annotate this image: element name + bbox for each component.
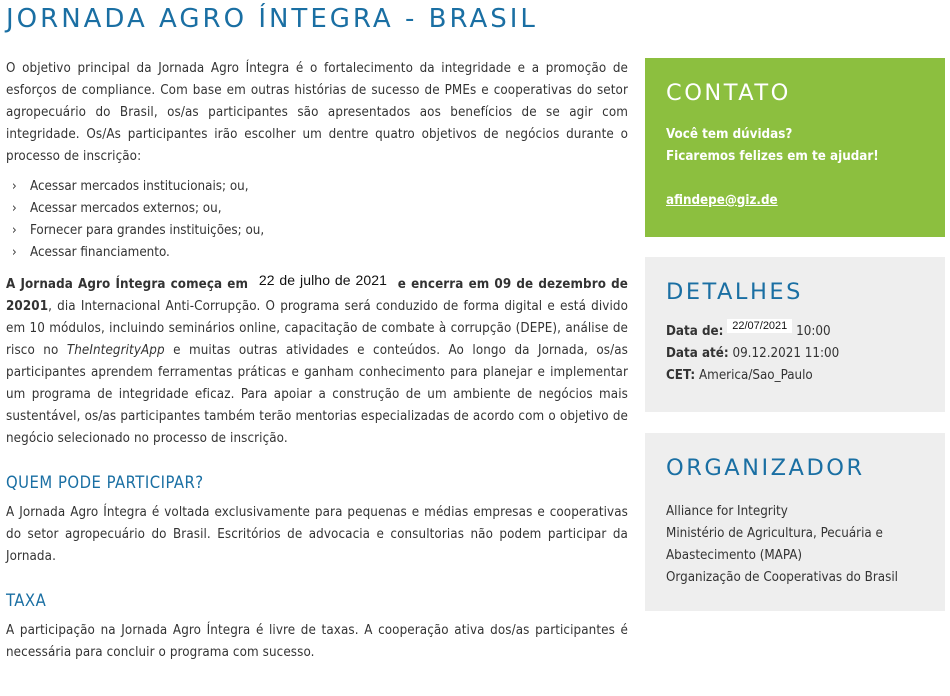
chevron-right-icon: ›	[12, 245, 17, 260]
details-panel	[645, 257, 945, 412]
chevron-right-icon: ›	[12, 179, 17, 194]
end-value: 09.12.2021 11:00	[732, 346, 840, 361]
page-title: JORNADA AGRO ÍNTEGRA - BRASIL	[6, 4, 538, 34]
schedule-text-1: , dia Internacional Anti-Corrupção. O programa será conduzido de forma digital e está divido em 10 módulos, incluindo seminários online, capacitação de combate à corrupção (DEPE), análise de risco no	[6, 299, 628, 358]
contact-question	[666, 124, 924, 168]
objective-text: Acessar financiamento.	[30, 245, 170, 260]
main-content	[6, 58, 628, 664]
contact-email-link[interactable]: afindepe@giz.de	[666, 193, 778, 208]
schedule-text-2: e muitas outras atividades e conteúdos. Ao longo da Jornada, os/as participantes aprendem ferramentas práticas e ganham conhecimento para planejar e implementar um programa de integridade eficaz. Para apoiar a construção de um ambiente de negócios mais sustentável, os/as participantes também terão mentorias especializadas de acordo com o objetivo de negócio selecionado no processo de inscrição.	[6, 343, 628, 446]
who-text: A Jornada Agro Íntegra é voltada exclusivamente para pequenas e médias empresas e cooperativas do setor agropecuário do Brasil. Escritórios de advocacia e consultorias não podem participar da Jornada.	[6, 505, 628, 564]
chevron-right-icon: ›	[12, 223, 17, 238]
contact-heading: CONTATO	[666, 80, 791, 106]
start-date-value: 22/07/2021	[727, 319, 792, 333]
who-heading: QUEM PODE PARTICIPAR?	[6, 473, 204, 492]
timezone-value: America/Sao_Paulo	[698, 368, 813, 383]
details-heading: DETALHES	[666, 279, 803, 305]
start-date-inline: 22 de julho de 2021	[253, 272, 393, 288]
objectives-list	[6, 176, 628, 264]
organizer-heading: ORGANIZADOR	[666, 455, 865, 481]
objective-text: Acessar mercados externos; ou,	[30, 201, 222, 216]
intro-paragraph: O objetivo principal da Jornada Agro Íntegra é o fortalecimento da integridade e a promoção de esforços de compliance. Com base em outras histórias de sucesso de PMEs e cooperativas do setor agropecuário do Brasil, os/as participantes são apresentados aos benefícios de se agir com integridade. Os/As participantes irão escolher um dentre quatro objetivos de negócios durante o processo de inscrição:	[6, 61, 628, 164]
list-item	[6, 220, 628, 242]
start-time-value: 10:00	[796, 324, 831, 339]
organizer-item: Organização de Cooperativas do Brasil	[666, 570, 899, 585]
list-item	[6, 198, 628, 220]
schedule-lead: A Jornada Agro Íntegra começa em	[6, 277, 249, 292]
details-start-row	[666, 321, 924, 343]
schedule-paragraph	[6, 272, 628, 450]
fee-text: A participação na Jornada Agro Íntegra é livre de taxas. A cooperação ativa dos/as participantes é necessária para concluir o programa com sucesso.	[6, 623, 628, 660]
contact-panel	[645, 58, 945, 237]
list-item	[6, 242, 628, 264]
timezone-label: CET:	[666, 368, 696, 383]
list-item	[6, 176, 628, 198]
details-end-row	[666, 343, 924, 365]
objective-text: Fornecer para grandes instituições; ou,	[30, 223, 265, 238]
objective-text: Acessar mercados institucionais; ou,	[30, 179, 249, 194]
contact-line-2: Ficaremos felizes em te ajudar!	[666, 149, 879, 164]
fee-heading: TAXA	[6, 591, 47, 610]
end-label: Data até:	[666, 346, 729, 361]
chevron-right-icon: ›	[12, 201, 17, 216]
organizer-item: Alliance for Integrity	[666, 504, 788, 519]
schedule-end: e encerra em 09 de dezembro de 20201	[6, 277, 629, 314]
organizer-item: Ministério de Agricultura, Pecuária e Abastecimento (MAPA)	[666, 526, 883, 563]
app-name: TheIntegrityApp	[66, 343, 165, 358]
start-label: Data de:	[666, 324, 724, 339]
organizer-panel	[645, 433, 945, 611]
contact-line-1: Você tem dúvidas?	[666, 127, 793, 142]
details-timezone-row	[666, 365, 924, 387]
